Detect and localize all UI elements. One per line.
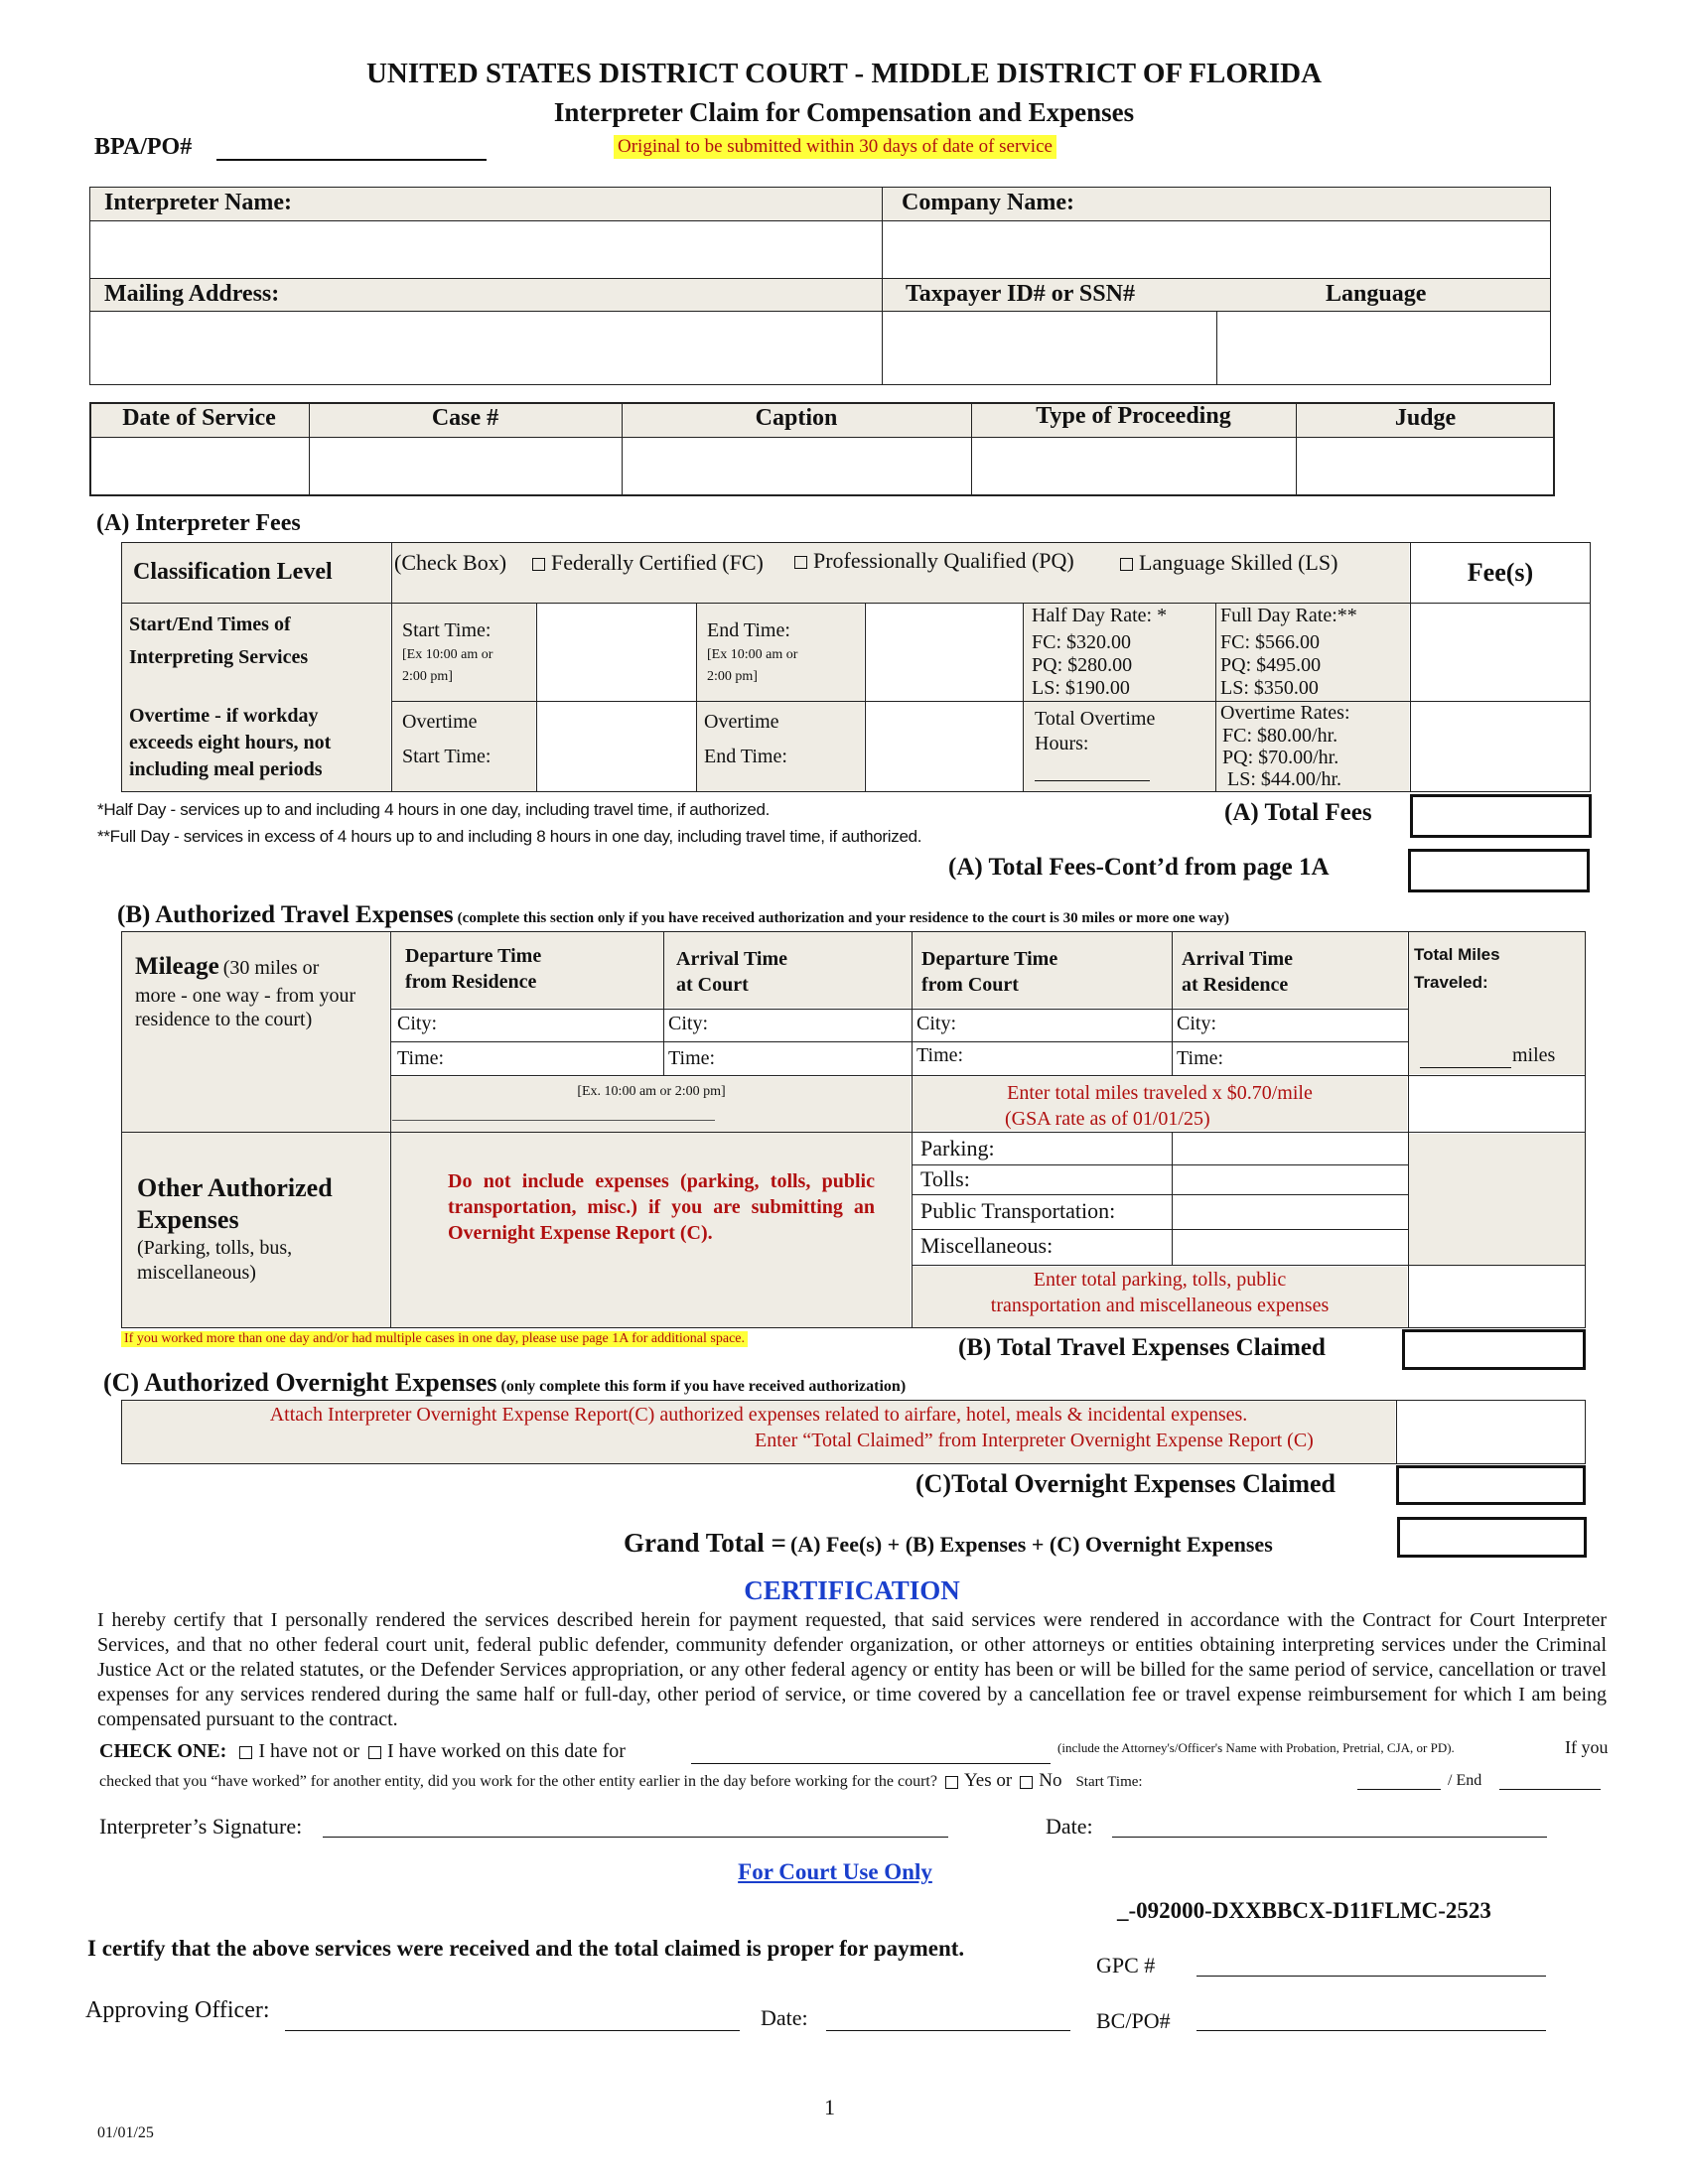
col-date-of-service: Date of Service (122, 405, 276, 431)
grand-total-formula: (A) Fee(s) + (B) Expenses + (C) Overnight Expenses (789, 1532, 1273, 1557)
other-start-time-label: Start Time: (1075, 1774, 1143, 1790)
have-not-label: I have not or (258, 1740, 359, 1762)
col-judge: Judge (1394, 405, 1457, 431)
court-title: UNITED STATES DISTRICT COURT - MIDDLE DISTRICT OF FLORIDA (365, 58, 1323, 89)
col-case-number: Case # (431, 405, 499, 431)
half-day-note: *Half Day - services up to and including 4 hours in one day, including travel time, if authorized. (97, 800, 771, 819)
court-use-code: _-092000-DXXBBCX-D11FLMC-2523 (1117, 1898, 1491, 1923)
enter-total-note-1: Enter total parking, tolls, public (1033, 1269, 1287, 1291)
check-one-label: CHECK ONE: (99, 1740, 227, 1762)
company-name-field[interactable] (884, 221, 1549, 277)
certification-text: I hereby certify that I personally rendered the services described herein for payment requested, that said services were rendered in accordance with the Contract for Court Interpreter Services, and that no other federal court unit, federal public defender, community defender organization, or other attorneys or entities obtaining interpreting services under the Criminal Justice Act or the related statutes, or the Defender Services appropriation, or any other federal agency or entity has been or will be billed for the same period of service, cancellation or travel expenses for any services rendered during the same half or full-day, other period of service, or time covered by a cancellation fee or travel expense reimbursement for which I am being compensated pursuant to the contract. (97, 1609, 1607, 1730)
grand-total-row (624, 1528, 1273, 1559)
other-expenses-total-field[interactable] (1410, 1267, 1585, 1327)
dep-court-city[interactable]: City: (916, 1013, 957, 1034)
travel-section-header (117, 901, 1229, 929)
total-miles-label-1: Total Miles (1414, 945, 1500, 964)
overtime-start-time-label: Start Time: (402, 746, 492, 767)
travel-section-title: (B) Authorized Travel Expenses (117, 901, 454, 928)
pq-label: Professionally Qualified (PQ) (813, 548, 1074, 573)
dep-court-label-2: from Court (921, 974, 1019, 996)
language-field[interactable] (1218, 313, 1549, 383)
judge-field[interactable] (1298, 439, 1553, 494)
pq-checkbox[interactable] (794, 556, 807, 569)
arr-court-label-1: Arrival Time (676, 948, 788, 970)
signature-date-label: Date: (1046, 1814, 1093, 1839)
bpa-input-line[interactable] (216, 159, 487, 161)
start-end-label-1: Start/End Times of (129, 614, 291, 635)
parking-label: Parking: (920, 1136, 995, 1160)
dep-res-label-1: Departure Time (405, 945, 542, 967)
total-fees-field[interactable] (1410, 794, 1592, 838)
overtime-hours-line[interactable] (1035, 780, 1150, 781)
mileage-label-block (135, 953, 383, 981)
no-label: No (1039, 1770, 1062, 1791)
end-time-label: End Time: (707, 619, 790, 641)
travel-section-note: (complete this section only if you have received authorization and your residence to the court is 30 miles or more one way) (457, 910, 1229, 926)
signature-date-line[interactable] (1112, 1837, 1547, 1838)
other-entity-name-line[interactable] (691, 1763, 1051, 1764)
total-overtime-label-1: Total Overtime (1035, 708, 1156, 730)
overnight-section-title: (C) Authorized Overnight Expenses (103, 1368, 497, 1397)
half-day-fc: FC: $320.00 (1032, 631, 1132, 653)
page-number: 1 (824, 2095, 835, 2119)
enter-total-note-2: transportation and miscellaneous expenses (990, 1295, 1330, 1316)
public-transportation-label: Public Transportation: (920, 1198, 1116, 1223)
bcpo-label: BC/PO# (1096, 2008, 1171, 2033)
total-fees-label: (A) Total Fees (1224, 799, 1372, 826)
other-entity-question: checked that you “have worked” for another entity, did you work for the other entity earlier in the day before working for the court? (99, 1773, 937, 1790)
bpa-label: BPA/PO# (94, 134, 193, 160)
form-subtitle: Interpreter Claim for Compensation and Expenses (553, 97, 1135, 127)
total-travel-field[interactable] (1402, 1329, 1586, 1370)
approving-officer-line[interactable] (285, 2030, 740, 2031)
mileage-note-c: residence to the court) (135, 1009, 313, 1030)
overnight-section-header (103, 1368, 906, 1398)
overnight-warning: Do not include expenses (parking, tolls, public transportation, misc.) if you are submitting an Overnight Expense Report (C). (448, 1170, 875, 1244)
fees-column-header: Fee(s) (1467, 558, 1534, 587)
gpc-line[interactable] (1196, 1976, 1546, 1977)
check-one-row (99, 1740, 626, 1763)
overtime-fee-field[interactable] (1412, 703, 1589, 791)
certify-received-text: I certify that the above services were received and the total claimed is proper for payment. (87, 1936, 965, 1961)
tolls-label: Tolls: (920, 1166, 970, 1191)
total-fees-contd-field[interactable] (1408, 849, 1590, 892)
full-day-rate-label: Full Day Rate:** (1220, 605, 1357, 626)
arr-res-label-1: Arrival Time (1182, 948, 1294, 970)
overtime-end-label: Overtime (704, 711, 779, 733)
end-time-example-1: [Ex 10:00 am or (707, 647, 798, 662)
have-not-checkbox[interactable] (239, 1746, 252, 1759)
overnight-section-note: (only complete this form if you have received authorization) (500, 1378, 907, 1395)
revision-date: 01/01/25 (97, 2124, 154, 2141)
date-of-service-field[interactable] (91, 439, 307, 494)
dep-res-city[interactable]: City: (397, 1013, 438, 1034)
full-day-note: **Full Day - services in excess of 4 hours up to and including 8 hours in one day, including travel time, if authorized. (97, 827, 922, 846)
multi-day-note: If you worked more than one day and/or had multiple cases in one day, please use page 1A for additional space. (121, 1331, 748, 1347)
yes-checkbox[interactable] (945, 1776, 958, 1789)
arr-res-time[interactable]: Time: (1177, 1047, 1224, 1069)
have-worked-label: I have worked on this date for (386, 1740, 626, 1762)
overtime-pq: PQ: $70.00/hr. (1222, 747, 1339, 768)
miscellaneous-label: Miscellaneous: (920, 1233, 1054, 1258)
total-fees-contd-label: (A) Total Fees-Cont’d from page 1A (948, 854, 1330, 881)
ls-label: Language Skilled (LS) (1139, 550, 1338, 575)
total-overnight-field[interactable] (1396, 1465, 1586, 1505)
interpreter-name-label: Interpreter Name: (104, 190, 293, 215)
overtime-end-time-label: End Time: (704, 746, 787, 767)
ls-option[interactable] (1120, 550, 1337, 576)
caption-field[interactable] (624, 439, 969, 494)
end-time-field[interactable] (867, 605, 1021, 700)
taxpayer-id-field[interactable] (884, 313, 1214, 383)
interpreter-name-field[interactable] (91, 221, 880, 277)
signature-label: Interpreter’s Signature: (99, 1814, 303, 1839)
start-time-field[interactable] (538, 605, 694, 700)
no-checkbox[interactable] (1020, 1776, 1033, 1789)
approval-date-label: Date: (761, 2005, 808, 2030)
time-example: [Ex. 10:00 am or 2:00 pm] (577, 1084, 726, 1099)
include-note: (include the Attorney's/Officer's Name with Probation, Pretrial, CJA, or PD). (1057, 1740, 1455, 1755)
overtime-rates-label: Overtime Rates: (1220, 702, 1350, 724)
pq-option[interactable] (794, 548, 1074, 574)
taxpayer-id-label: Taxpayer ID# or SSN# (906, 281, 1135, 307)
miscellaneous-field[interactable] (1174, 1231, 1407, 1264)
other-expenses-note-1: (Parking, tolls, bus, (137, 1237, 293, 1259)
mileage-note-b: more - one way - from your (135, 985, 356, 1007)
total-overtime-label-2: Hours: (1035, 733, 1089, 754)
overnight-report-field[interactable] (1398, 1402, 1585, 1462)
arr-res-city[interactable]: City: (1177, 1013, 1217, 1034)
start-time-example-1: [Ex 10:00 am or (402, 647, 493, 662)
mailing-address-label: Mailing Address: (104, 281, 280, 307)
overtime-end-field[interactable] (867, 703, 1021, 791)
tolls-field[interactable] (1174, 1166, 1407, 1193)
if-you-text: If you (1565, 1737, 1609, 1757)
grand-total-label: Grand Total = (624, 1528, 786, 1558)
dep-court-label-1: Departure Time (921, 948, 1058, 970)
fees-section-title: (A) Interpreter Fees (96, 510, 301, 536)
public-transportation-field[interactable] (1174, 1196, 1407, 1228)
full-day-fc: FC: $566.00 (1220, 631, 1321, 653)
time-example-divider (392, 1120, 715, 1121)
dep-res-label-2: from Residence (405, 971, 537, 993)
submission-notice: Original to be submitted within 30 days of date of service (614, 135, 1056, 159)
overtime-ls: LS: $44.00/hr. (1227, 768, 1342, 790)
type-of-proceeding-field[interactable] (973, 439, 1294, 494)
other-expenses-label-1: Other Authorized (137, 1173, 333, 1202)
overnight-attach-note-2: Enter “Total Claimed” from Interpreter Overnight Expense Report (C) (755, 1430, 1314, 1451)
bcpo-line[interactable] (1196, 2030, 1546, 2031)
overtime-label-1: Overtime - if workday (129, 705, 319, 727)
start-time-example-2: 2:00 pm] (402, 669, 453, 684)
mileage-rate-note-2: (GSA rate as of 01/01/25) (1005, 1108, 1210, 1130)
arr-court-label-2: at Court (676, 974, 749, 996)
other-expenses-label-2: Expenses (137, 1205, 239, 1234)
fc-label: Federally Certified (FC) (551, 550, 764, 575)
grand-total-field[interactable] (1397, 1517, 1587, 1558)
arr-res-label-2: at Residence (1182, 974, 1289, 996)
half-day-ls: LS: $190.00 (1032, 677, 1130, 699)
overnight-attach-note-1: Attach Interpreter Overnight Expense Report(C) authorized expenses related to airfare, hotel, meals & incidental expenses. (269, 1404, 1248, 1426)
arr-court-city[interactable]: City: (668, 1013, 709, 1034)
have-worked-checkbox[interactable] (368, 1746, 381, 1759)
col-caption: Caption (755, 405, 838, 431)
other-end-time-line[interactable] (1499, 1789, 1601, 1790)
classification-level-label: Classification Level (133, 559, 333, 585)
other-expenses-note-2: miscellaneous) (137, 1262, 256, 1284)
start-time-label: Start Time: (402, 619, 492, 641)
end-time-example-2: 2:00 pm] (707, 669, 758, 684)
full-day-pq: PQ: $495.00 (1220, 654, 1322, 676)
total-overnight-label: (C)Total Overnight Expenses Claimed (915, 1469, 1336, 1498)
overtime-label-3: including meal periods (129, 758, 323, 780)
half-day-pq: PQ: $280.00 (1032, 654, 1133, 676)
gpc-label: GPC # (1096, 1953, 1156, 1978)
dep-res-time[interactable]: Time: (397, 1047, 445, 1069)
full-day-ls: LS: $350.00 (1220, 677, 1319, 699)
parking-field[interactable] (1174, 1134, 1407, 1163)
yes-label: Yes or (963, 1770, 1013, 1791)
signature-line[interactable] (323, 1837, 948, 1838)
total-miles-label-2: Traveled: (1414, 973, 1488, 992)
overtime-start-label: Overtime (402, 711, 478, 733)
certification-title: CERTIFICATION (744, 1575, 960, 1605)
overtime-start-field[interactable] (538, 703, 694, 791)
fc-checkbox[interactable] (532, 558, 545, 571)
question-row (99, 1770, 1143, 1792)
mailing-address-field[interactable] (91, 313, 880, 383)
arr-court-time[interactable]: Time: (668, 1047, 716, 1069)
dep-court-time[interactable]: Time: (916, 1044, 964, 1066)
other-start-time-line[interactable] (1357, 1789, 1441, 1790)
company-name-label: Company Name: (902, 190, 1074, 215)
half-day-rate-label: Half Day Rate: * (1032, 605, 1168, 626)
mileage-label: Mileage (135, 953, 219, 980)
mileage-note-a: (30 miles or (222, 957, 320, 979)
approval-date-line[interactable] (826, 2030, 1070, 2031)
total-travel-label: (B) Total Travel Expenses Claimed (958, 1334, 1326, 1361)
total-miles-line[interactable] (1420, 1067, 1511, 1068)
other-end-label: / End (1448, 1772, 1482, 1789)
approving-officer-label: Approving Officer: (85, 1997, 270, 2023)
language-label: Language (1326, 281, 1427, 307)
check-box-label: (Check Box) (394, 550, 507, 575)
start-end-label-2: Interpreting Services (129, 646, 309, 668)
case-number-field[interactable] (311, 439, 620, 494)
overtime-fc: FC: $80.00/hr. (1222, 725, 1338, 747)
col-type-of-proceeding: Type of Proceeding (1036, 403, 1231, 429)
ls-checkbox[interactable] (1120, 558, 1133, 571)
mileage-total-field[interactable] (1410, 1077, 1585, 1131)
overtime-label-2: exceeds eight hours, not (129, 732, 332, 753)
mileage-rate-note-1: Enter total miles traveled x $0.70/mile (1007, 1082, 1313, 1104)
base-fee-field[interactable] (1412, 605, 1589, 700)
court-use-title: For Court Use Only (738, 1859, 932, 1884)
miles-unit: miles (1512, 1044, 1556, 1066)
fc-option[interactable] (532, 550, 764, 576)
